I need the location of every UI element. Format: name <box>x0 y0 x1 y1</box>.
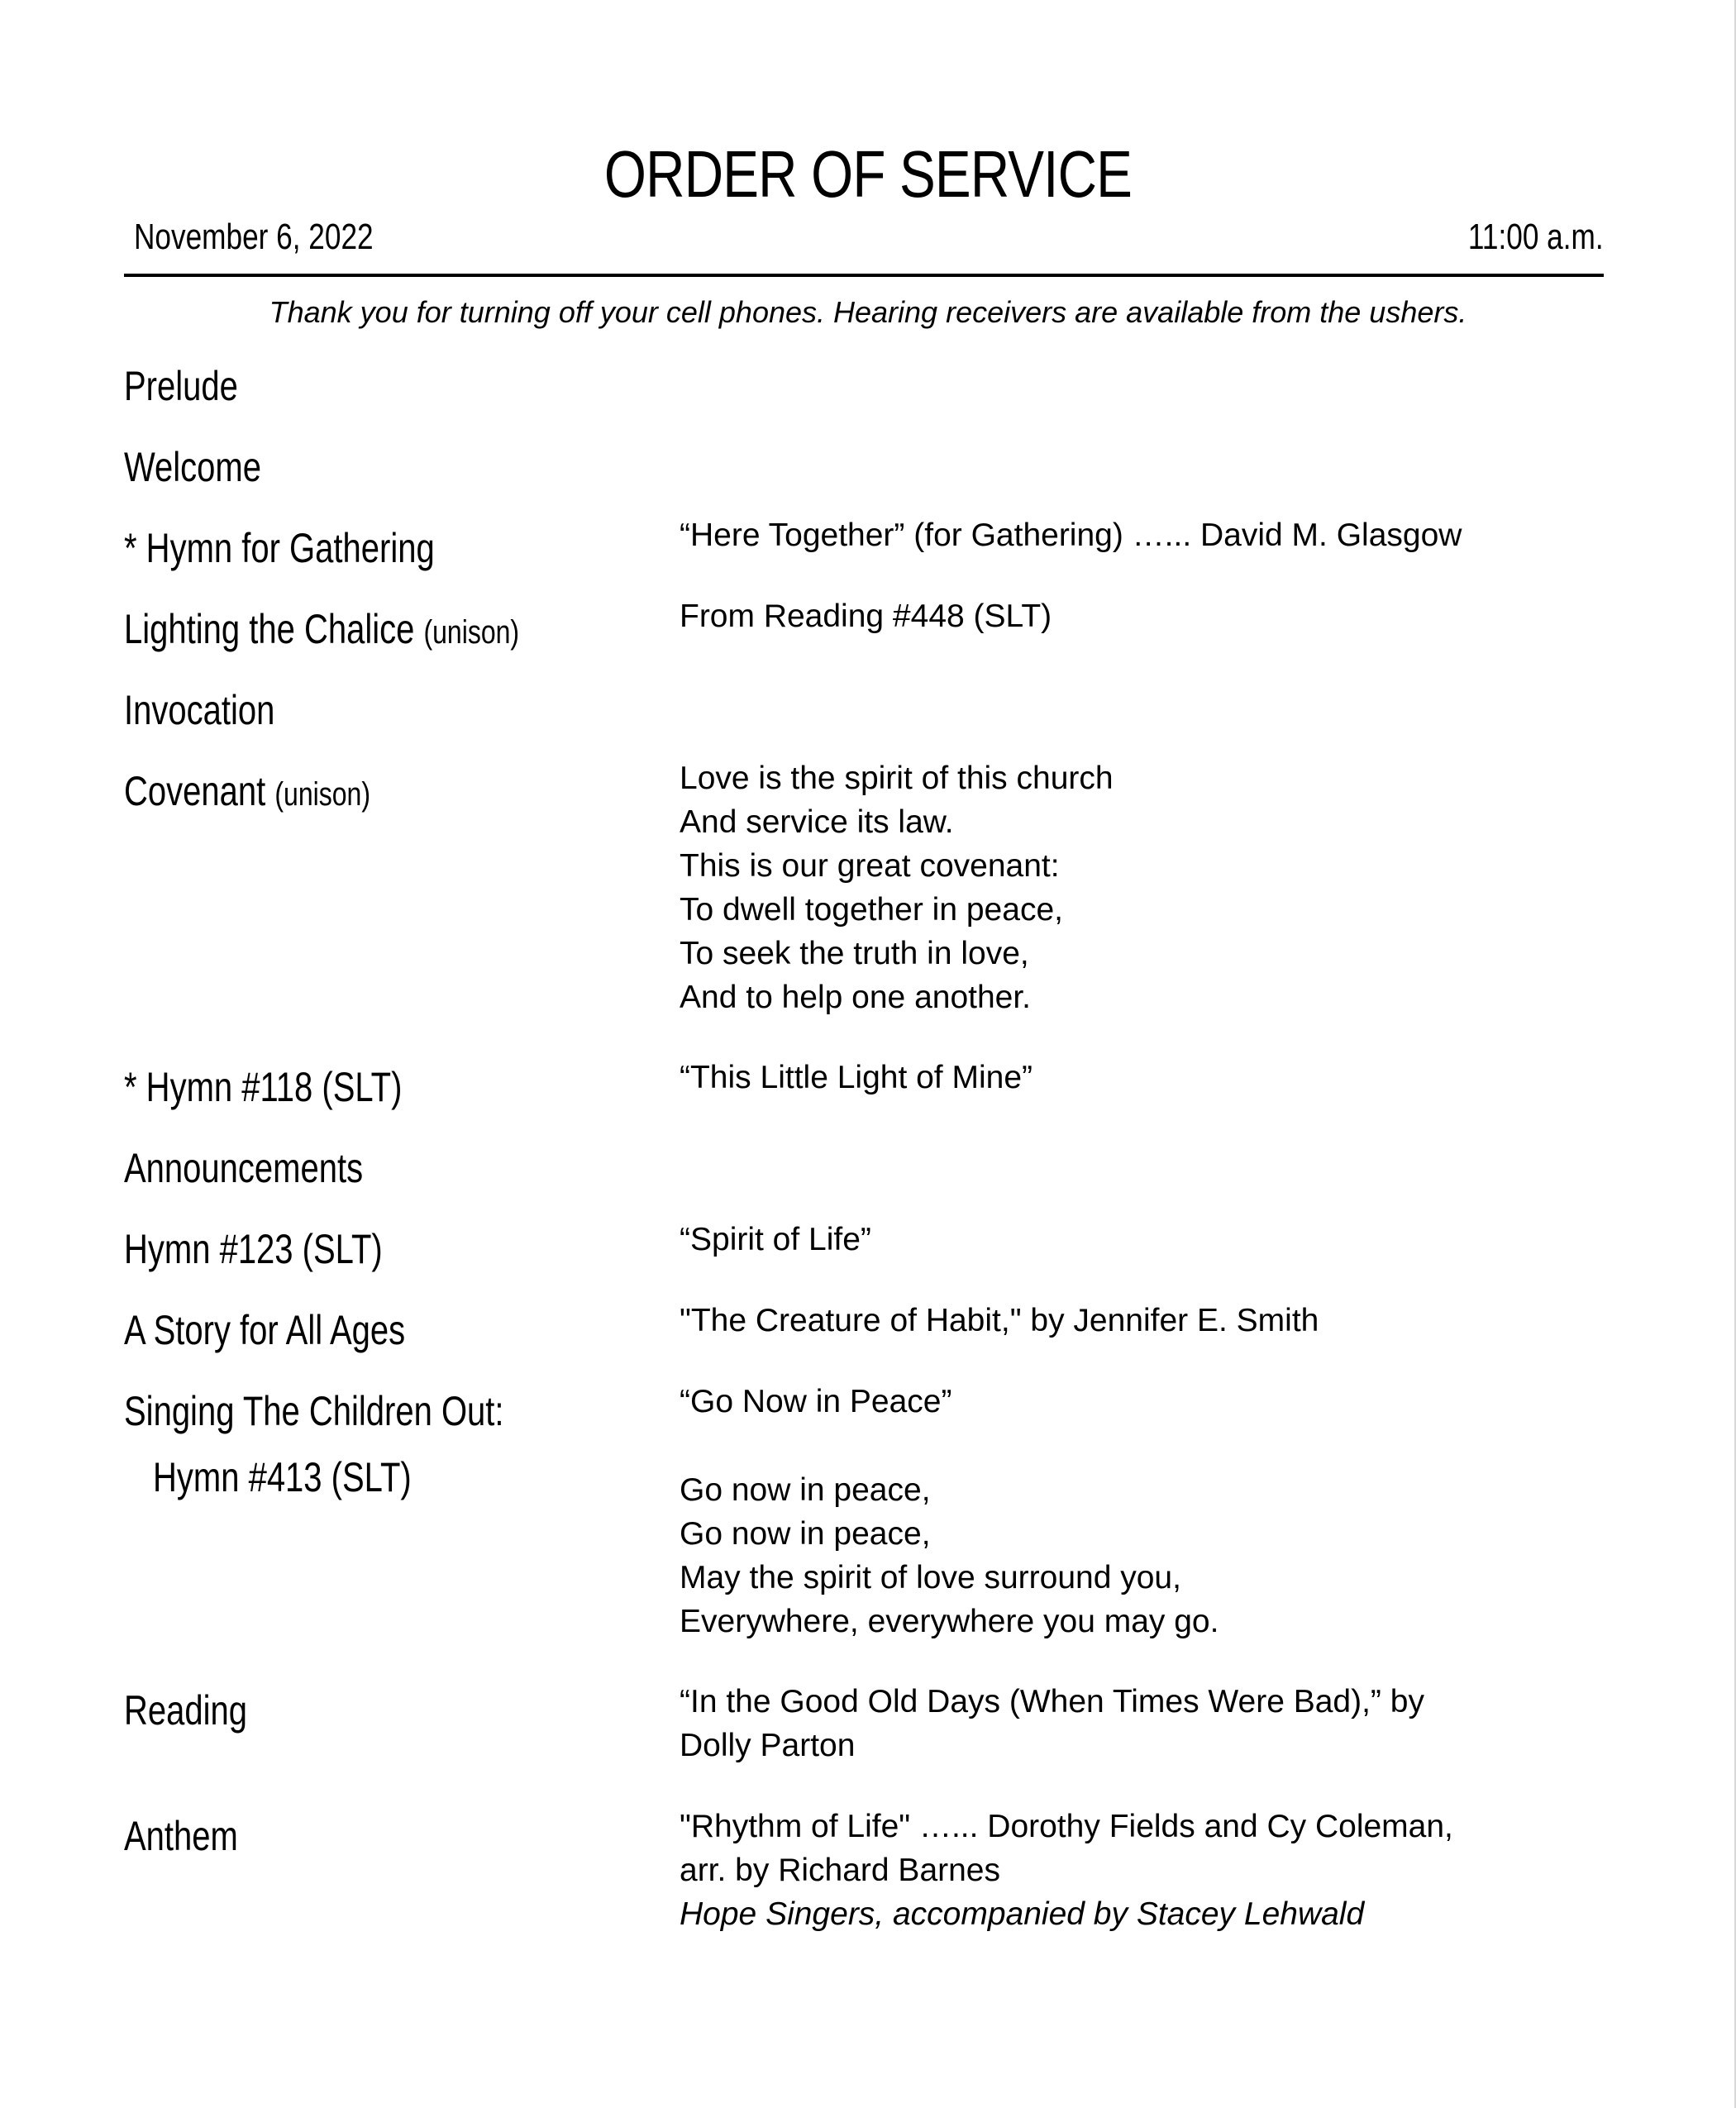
chalice-note: (unison) <box>423 614 520 651</box>
service-time: 11:00 a.m. <box>1468 217 1604 257</box>
page-title: ORDER OF SERVICE <box>603 137 1133 211</box>
item-covenant-label <box>124 767 370 815</box>
item-chalice-detail: From Reading #448 (SLT) <box>680 599 1052 634</box>
song-line: Go now in peace, <box>680 1472 931 1508</box>
item-welcome-label: Welcome <box>124 444 261 490</box>
item-anthem-detail <box>680 1805 1589 1936</box>
item-story-label: A Story for All Ages <box>124 1307 406 1353</box>
covenant-note: (unison) <box>274 776 370 813</box>
item-prelude-label: Prelude <box>124 363 238 409</box>
item-anthem-label: Anthem <box>124 1813 238 1859</box>
covenant-line: To seek the truth in love, <box>680 936 1029 971</box>
item-hymn-123-detail: “Spirit of Life” <box>680 1222 871 1257</box>
covenant-line: And to help one another. <box>680 980 1032 1015</box>
item-reading-label: Reading <box>124 1687 248 1734</box>
anthem-line: "Rhythm of Life" …... Dorothy Fields and Cy Coleman, <box>680 1809 1453 1844</box>
item-invocation-label: Invocation <box>124 687 275 733</box>
item-children-out-label: Singing The Children Out: <box>124 1388 504 1434</box>
covenant-line: Love is the spirit of this church <box>680 761 1114 796</box>
item-hymn-118-detail: “This Little Light of Mine” <box>680 1060 1033 1095</box>
phone-notice: Thank you for turning off your cell phones. Hearing receivers are available from the ushers. <box>269 295 1467 329</box>
anthem-performers: Hope Singers, accompanied by Stacey Lehwald <box>680 1896 1365 1932</box>
item-covenant-text <box>680 756 1589 1019</box>
reading-line: Dolly Parton <box>680 1728 856 1763</box>
item-announcements-label: Announcements <box>124 1145 364 1191</box>
item-reading-detail <box>680 1680 1589 1767</box>
covenant-line: And service its law. <box>680 804 954 840</box>
song-line: Everywhere, everywhere you may go. <box>680 1604 1219 1639</box>
item-gathering-hymn-detail: “Here Together” (for Gathering) …... David M. Glasgow <box>680 517 1462 553</box>
item-children-out-detail: “Go Now in Peace” <box>680 1384 952 1419</box>
item-gathering-hymn-label: * Hymn for Gathering <box>124 525 435 571</box>
song-line: Go now in peace, <box>680 1516 931 1552</box>
item-hymn-118-label: * Hymn #118 (SLT) <box>124 1064 403 1110</box>
covenant-title: Covenant <box>124 768 266 814</box>
covenant-line: This is our great covenant: <box>680 848 1060 884</box>
header-divider <box>124 274 1604 277</box>
covenant-line: To dwell together in peace, <box>680 892 1063 928</box>
item-story-detail: "The Creature of Habit," by Jennifer E. Smith <box>680 1303 1319 1338</box>
item-chalice-label <box>124 605 519 653</box>
service-date: November 6, 2022 <box>134 217 374 257</box>
anthem-line: arr. by Richard Barnes <box>680 1853 1001 1888</box>
item-hymn-123-label: Hymn #123 (SLT) <box>124 1226 383 1272</box>
reading-line: “In the Good Old Days (When Times Were Bad),” by <box>680 1684 1424 1719</box>
item-children-out-text <box>680 1468 1589 1643</box>
item-children-out-hymn: Hymn #413 (SLT) <box>153 1454 412 1500</box>
chalice-title: Lighting the Chalice <box>124 606 415 652</box>
song-line: May the spirit of love surround you, <box>680 1560 1181 1595</box>
